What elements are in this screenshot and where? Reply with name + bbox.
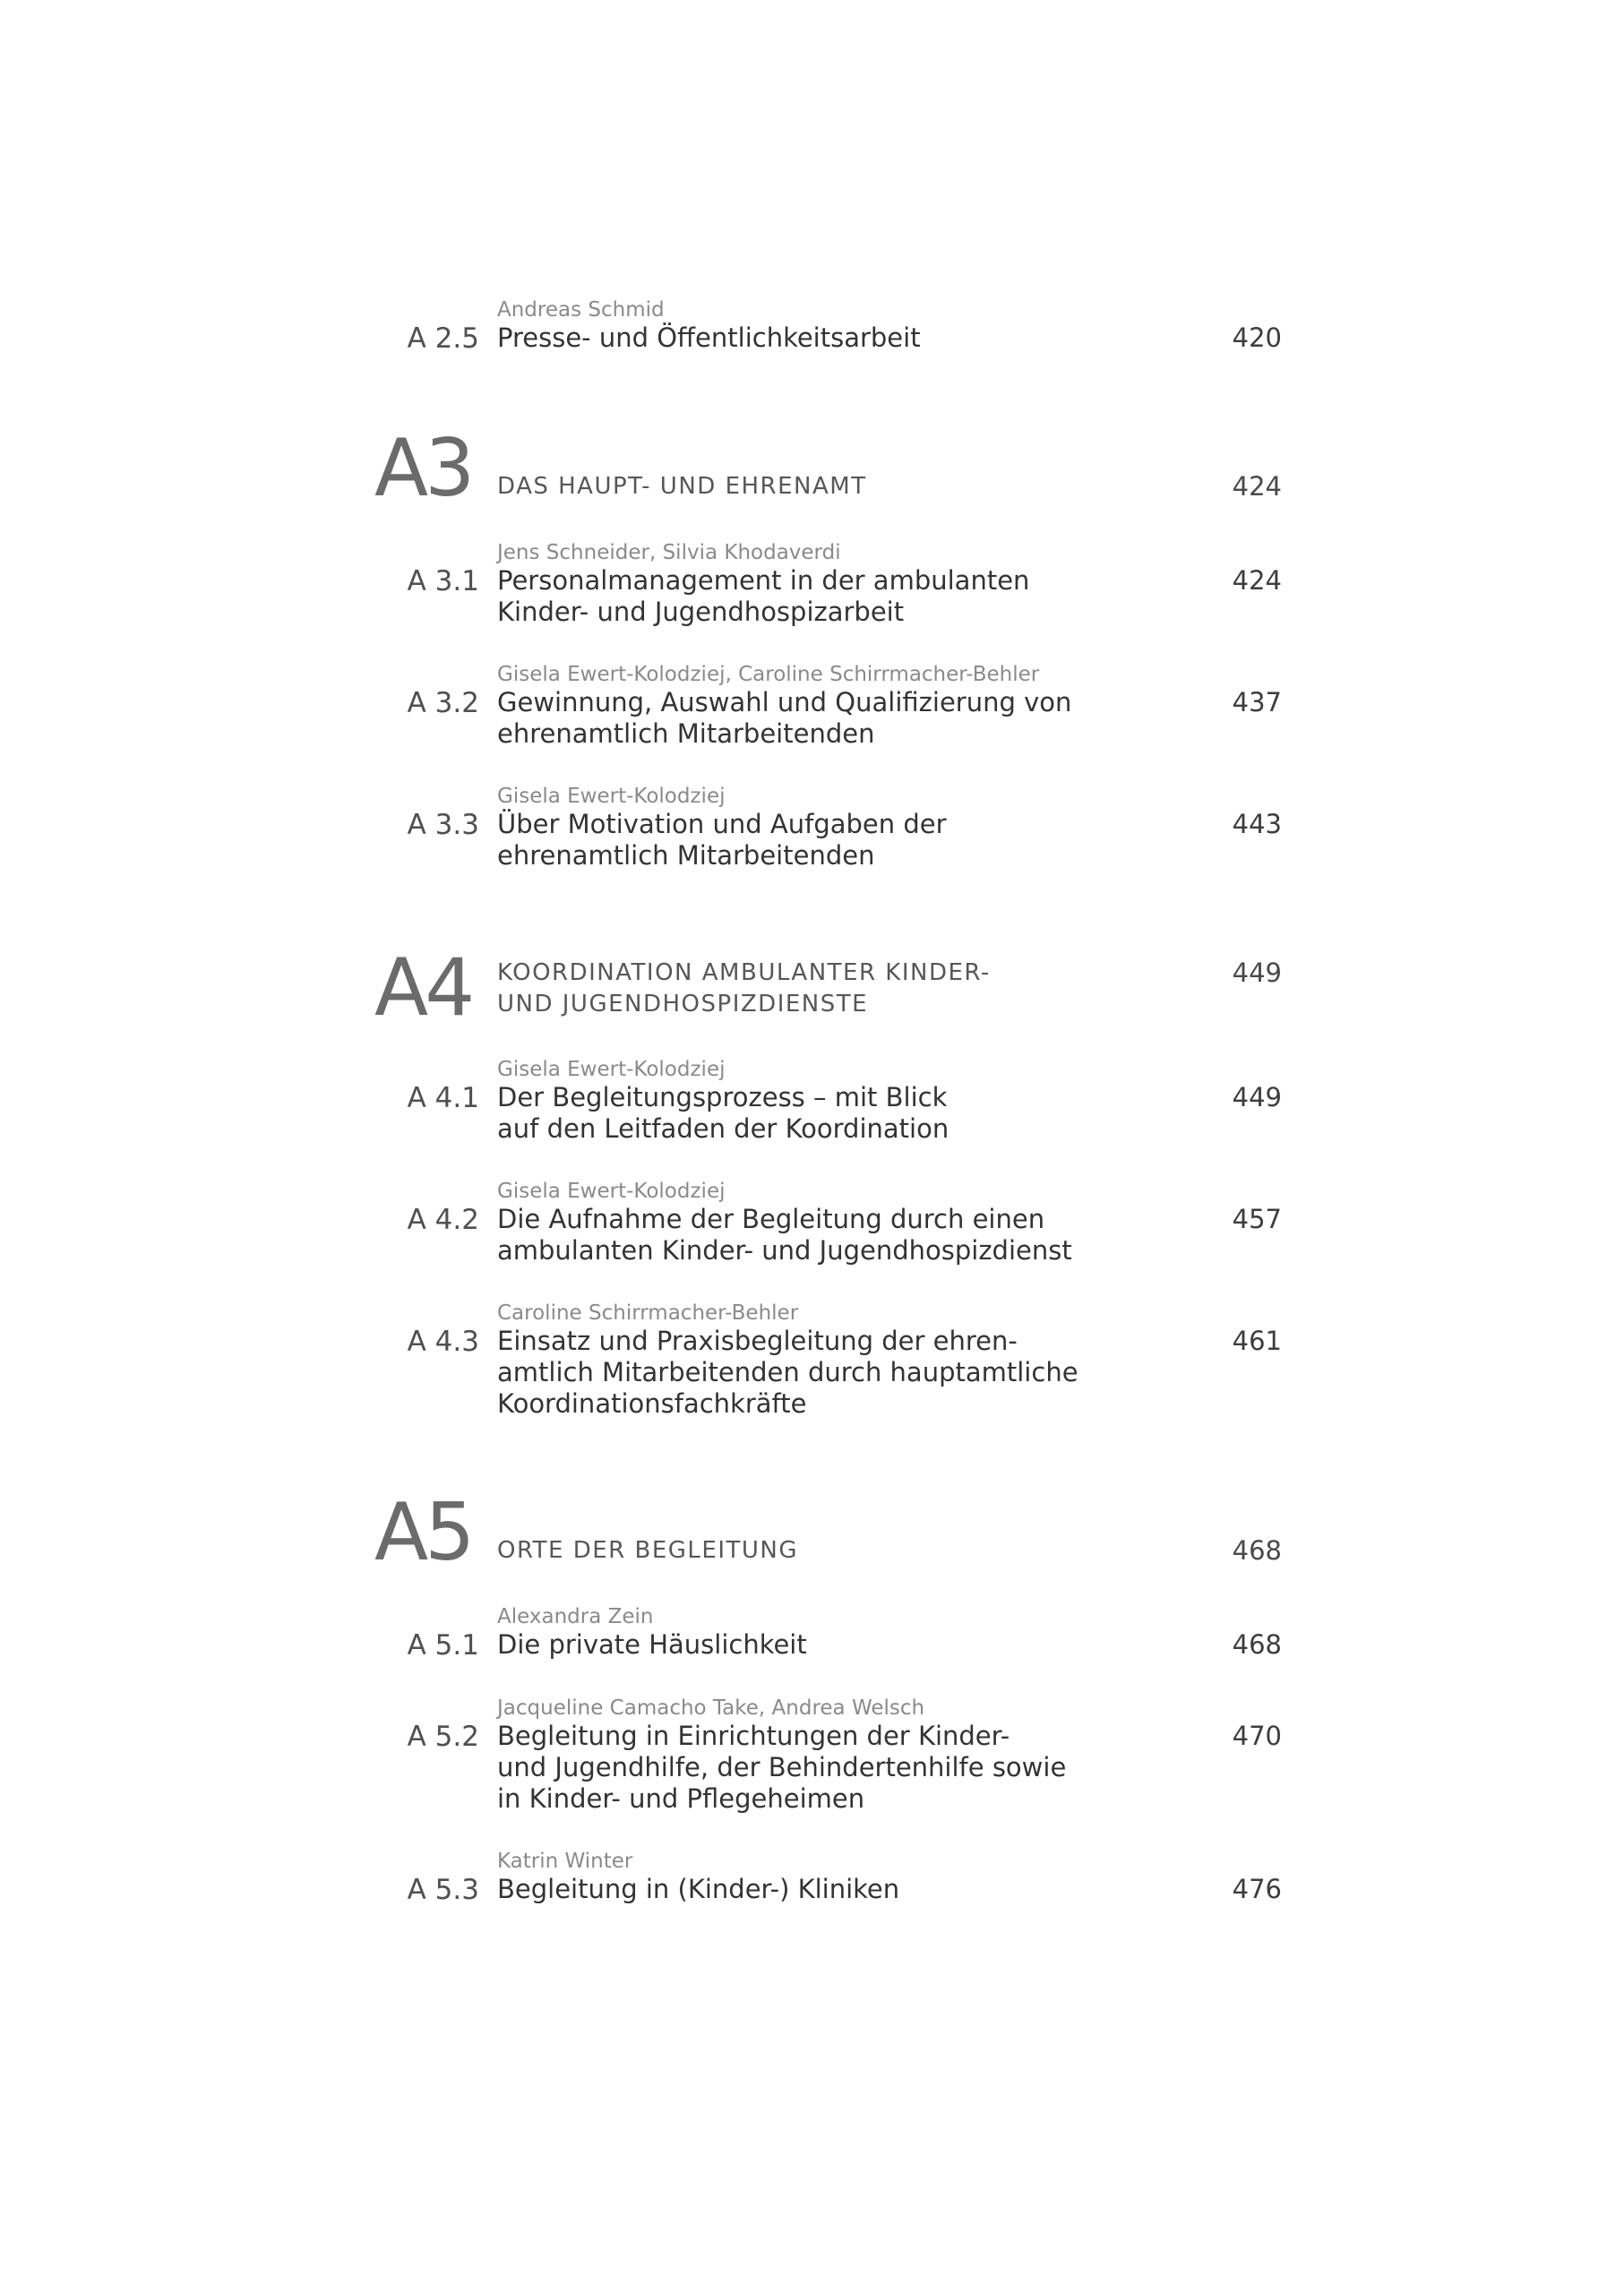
- entry-title-line: Personalmanagement in der ambulanten: [497, 565, 1030, 596]
- entry-author: Jacqueline Camacho Take, Andrea Welsch: [497, 1696, 925, 1720]
- section-title-line: ORTE DER BEGLEITUNG: [497, 1537, 798, 1564]
- section-page-number: 468: [1232, 1535, 1282, 1566]
- entry-title-line: ehrenamtlich Mitarbeitenden: [497, 840, 875, 871]
- entry-page-number: 443: [1232, 809, 1282, 839]
- entry-title: [497, 1326, 1078, 1420]
- entry-number: A 5.2: [407, 1721, 479, 1753]
- entry-number: A 3.1: [407, 565, 479, 597]
- entry-page-number: 420: [1232, 322, 1282, 353]
- entry-number: A 4.1: [407, 1082, 479, 1114]
- entry-number: A 3.2: [407, 687, 479, 719]
- section-number: A4: [374, 941, 472, 1034]
- entry-title-line: Die private Häuslichkeit: [497, 1629, 807, 1660]
- entry-title: [497, 687, 1071, 750]
- entry-number: A 4.2: [407, 1204, 479, 1236]
- entry-title-line: Presse- und Öffentlichkeitsarbeit: [497, 322, 921, 353]
- entry-number: A 5.3: [407, 1874, 479, 1906]
- entry-page-number: 470: [1232, 1721, 1282, 1751]
- entry-author: Gisela Ewert-Kolodziej: [497, 1180, 726, 1203]
- entry-title-line: Gewinnung, Auswahl und Qualifizierung von: [497, 687, 1072, 717]
- entry-title-line: in Kinder- und Pflegeheimen: [497, 1783, 865, 1814]
- entry-title-line: Koordinationsfachkräfte: [497, 1388, 807, 1419]
- entry-title-line: Die Aufnahme der Begleitung durch einen: [497, 1204, 1045, 1234]
- entry-title: [497, 322, 921, 354]
- entry-title: [497, 809, 947, 872]
- entry-page-number: 468: [1232, 1629, 1282, 1660]
- entry-title-line: Begleitung in Einrichtungen der Kinder-: [497, 1721, 1010, 1751]
- entry-title: [497, 1629, 807, 1661]
- section-page-number: 424: [1232, 471, 1282, 502]
- section-title: [497, 1535, 798, 1567]
- section-title-line: KOORDINATION AMBULANTER KINDER-: [497, 959, 991, 986]
- entry-title-line: und Jugendhilfe, der Behindertenhilfe sowie: [497, 1752, 1067, 1782]
- entry-page-number: 424: [1232, 565, 1282, 596]
- section-page-number: 449: [1232, 958, 1282, 988]
- entry-page-number: 437: [1232, 687, 1282, 717]
- entry-author: Andreas Schmid: [497, 298, 665, 322]
- entry-number: A 2.5: [407, 322, 479, 355]
- entry-title-line: amtlich Mitarbeitenden durch hauptamtliche: [497, 1357, 1078, 1387]
- entry-page-number: 449: [1232, 1082, 1282, 1112]
- entry-title-line: Kinder- und Jugendhospizarbeit: [497, 597, 905, 627]
- entry-title: [497, 1082, 949, 1145]
- entry-title-line: Der Begleitungsprozess – mit Blick: [497, 1082, 948, 1112]
- entry-title: [497, 1721, 1066, 1815]
- entry-page-number: 461: [1232, 1326, 1282, 1356]
- section-title-line: UND JUGENDHOSPIZDIENSTE: [497, 991, 869, 1018]
- section-number: A3: [374, 422, 472, 514]
- section-title-line: DAS HAUPT- UND EHRENAMT: [497, 473, 867, 500]
- entry-number: A 4.3: [407, 1326, 479, 1358]
- entry-title-line: Über Motivation und Aufgaben der: [497, 809, 947, 839]
- entry-title-line: ehrenamtlich Mitarbeitenden: [497, 718, 875, 749]
- entry-author: Gisela Ewert-Kolodziej, Caroline Schirrmacher-Behler: [497, 663, 1040, 686]
- entry-page-number: 476: [1232, 1874, 1282, 1904]
- entry-author: Jens Schneider, Silvia Khodaverdi: [497, 541, 841, 564]
- entry-author: Alexandra Zein: [497, 1605, 654, 1628]
- entry-title-line: Begleitung in (Kinder-) Kliniken: [497, 1874, 900, 1904]
- entry-title: [497, 565, 1029, 628]
- entry-author: Gisela Ewert-Kolodziej: [497, 1058, 726, 1081]
- entry-page-number: 457: [1232, 1204, 1282, 1234]
- section-number: A5: [374, 1486, 472, 1578]
- entry-number: A 3.3: [407, 809, 479, 841]
- entry-author: Gisela Ewert-Kolodziej: [497, 785, 726, 808]
- entry-author: Caroline Schirrmacher-Behler: [497, 1301, 799, 1325]
- entry-title: [497, 1204, 1072, 1267]
- section-title: [497, 958, 991, 1020]
- entry-title-line: Einsatz und Praxisbegleitung der ehren-: [497, 1326, 1018, 1356]
- section-title: [497, 471, 867, 502]
- entry-title-line: auf den Leitfaden der Koordination: [497, 1113, 949, 1144]
- entry-title: [497, 1874, 899, 1905]
- entry-number: A 5.1: [407, 1629, 479, 1662]
- entry-title-line: ambulanten Kinder- und Jugendhospizdienst: [497, 1235, 1072, 1266]
- entry-author: Katrin Winter: [497, 1850, 633, 1873]
